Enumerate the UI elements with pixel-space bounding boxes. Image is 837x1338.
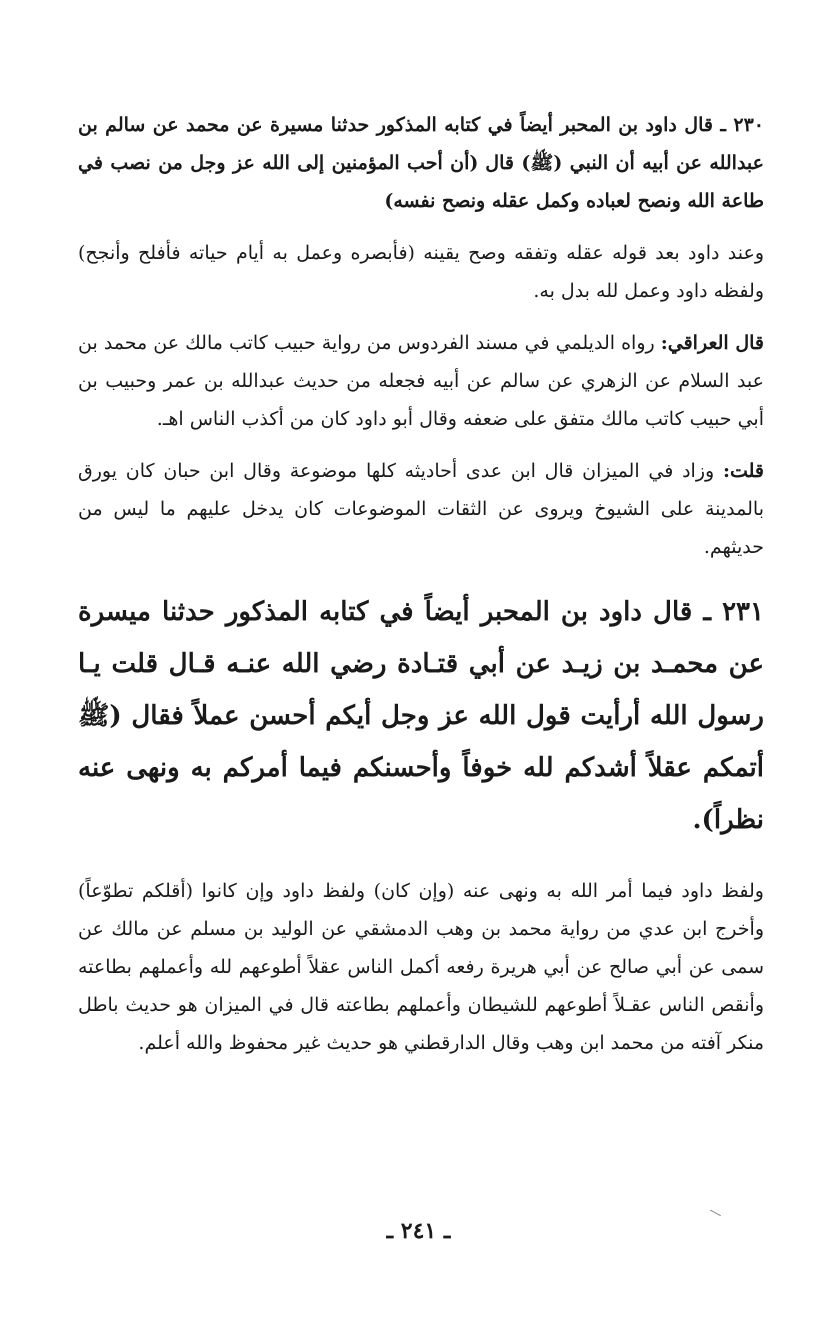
paragraph-iraqi-text: رواه الديلمي في مسند الفردوس من رواية حبيب كاتب مالك عن محمد بن عبد السلام عن الزهري عن سالم عن أبيه فجعله من حديث عبدالله بن عمر وحبيب بن أبي حبيب كاتب مالك متفق على ضعفه وقال أبو داود كان من أكذب الناس اهـ. bbox=[78, 332, 764, 430]
paragraph-230-lead: ٢٣٠ ـ قال داود بن المحبر أيضاً في كتابه المذكور حدثنا مسيرة عن محمد عن سالم بن عبدالله عن أبيه أن النبي (ﷺ) قال bbox=[78, 114, 764, 174]
paragraph-qultu-text: وزاد في الميزان قال ابن عدى أحاديثه كلها موضوعة وقال ابن حبان كان يورق بالمدينة على الشيوخ ويروى عن الثقات الموضوعات كان يدخل عليهم ما ليس من حديثهم. bbox=[78, 460, 764, 558]
page-number: ـ ٢٤١ ـ bbox=[386, 1218, 451, 1244]
paragraph-230-note-text: وعند داود بعد قوله عقله وتفقه وصح يقينه (فأبصره وعمل به أيام حياته فأفلح وأنجح) ولفظه داود وعمل لله بدل به. bbox=[78, 242, 764, 302]
paragraph-iraqi bbox=[78, 324, 764, 438]
paragraph-qultu-lead: قلت: bbox=[722, 460, 764, 482]
paragraph-iraqi-lead: قال العراقي: bbox=[660, 332, 764, 354]
paragraph-231-text: ٢٣١ ـ قال داود بن المحبر أيضاً في كتابه المذكور حدثنا ميسرة عن محمـد بن زيـد عن أبي قتـادة رضي الله عنـه قـال قلت يـا رسول الله أرأيت قول الله عز وجل أيكم أحسن عملاً فقال (ﷺ أتمكم عقلاً أشدكم لله خوفاً وأحسنكم فيما أمركم به ونهى عنه نظراً). bbox=[78, 597, 764, 835]
paragraph-qultu bbox=[78, 452, 764, 566]
paragraph-231-note-text: ولفظ داود فيما أمر الله به ونهى عنه (وإن كان) ولفظ داود وإن كانوا (أقلكم تطوّعاً) وأخرج ابن عدي من رواية محمد بن وهب الدمشقي عن الوليد بن مسلم عن مالك عن سمى عن أبي صالح عن أبي هريرة رفعه أكمل الناس عقلاً أطوعهم لله وأعملهم بطاعته وأنقص الناس عقـلاً أطوعهم للشيطان وأعملهم بطاعته قال في الميزان هو حديث باطل منكر آفته من محمد ابن وهب وقال الدارقطني هو حديث غير محفوظ والله أعلم. bbox=[78, 880, 764, 1054]
paragraph-230-hadith: (أن أحب المؤمنين إلى الله عز وجل من نصب في طاعة الله ونصح لعباده وكمل عقله ونصح نفسه) bbox=[78, 152, 764, 212]
paragraph-230-note bbox=[78, 234, 764, 310]
paragraph-231 bbox=[78, 586, 764, 846]
paragraph-230 bbox=[78, 106, 764, 220]
paragraph-231-note bbox=[78, 872, 764, 1062]
page-body bbox=[78, 106, 764, 1076]
